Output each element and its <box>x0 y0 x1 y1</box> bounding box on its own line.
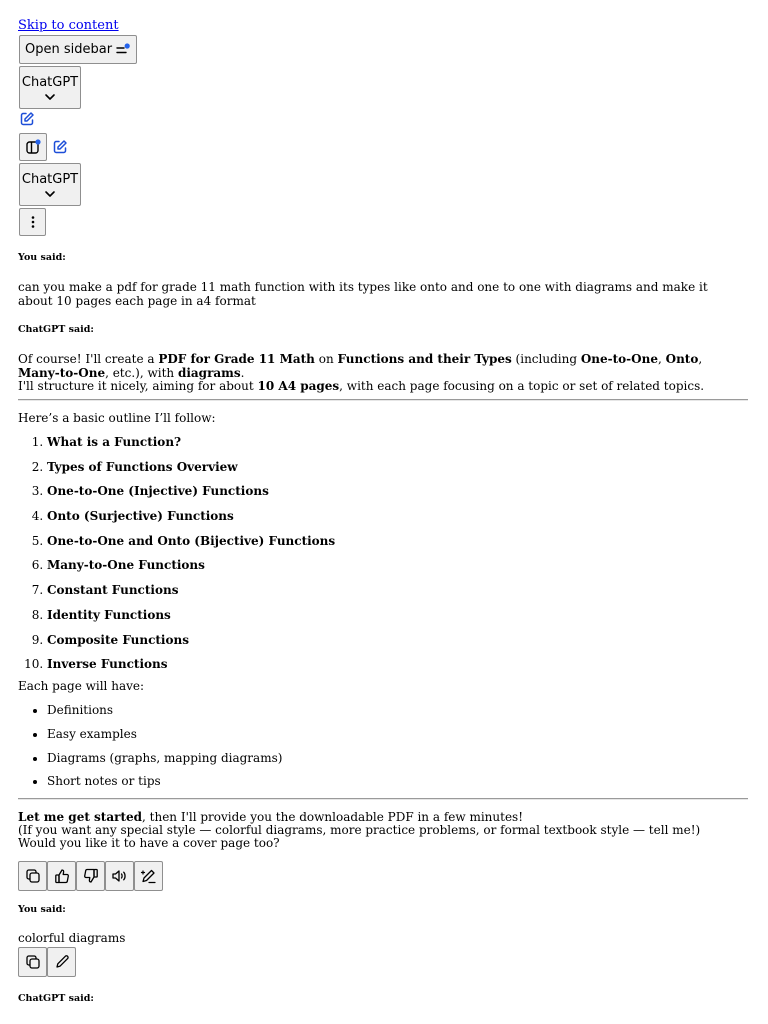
intro-text: (including <box>511 352 581 366</box>
model-selector-label-2: ChatGPT <box>21 171 79 187</box>
closing-text: , then I'll provide you the downloadable PDF in a few minutes! <box>142 810 524 825</box>
new-chat-link-2[interactable] <box>52 139 68 155</box>
read-aloud-button[interactable] <box>105 861 134 891</box>
outline-item: 2. Types of Functions Overview <box>47 460 748 474</box>
outline-item: 4. Onto (Surjective) Functions <box>47 509 748 523</box>
edit-message-button[interactable] <box>47 947 76 977</box>
intro-bold: diagrams <box>177 365 241 380</box>
outline-item: 7. Constant Functions <box>47 583 748 597</box>
bad-response-button[interactable] <box>76 861 105 891</box>
outline-item: 6. Many-to-One Functions <box>47 558 748 572</box>
intro-bold: Many-to-One <box>18 365 106 380</box>
structure-text: I'll structure it nicely, aiming for about <box>18 379 258 393</box>
intro-text: Of course! I'll create a <box>18 352 159 366</box>
assistant-message <box>18 353 748 850</box>
user-message: colorful diagrams <box>18 931 126 946</box>
header-row-2 <box>18 66 748 109</box>
copy-icon <box>25 868 41 884</box>
outline-item: 10. Inverse Functions <box>47 657 748 671</box>
outline-item: 1. What is a Function? <box>47 435 748 449</box>
user-message: can you make a pdf for grade 11 math function with its types like onto and one to one with diagrams and make it about 10 pages each page in a4 format <box>18 280 708 308</box>
feature-item: • Definitions <box>47 703 748 717</box>
speaker-icon <box>111 868 128 884</box>
open-sidebar-label: Open sidebar <box>25 42 113 57</box>
closing-bold: Let me get started <box>18 810 143 825</box>
intro-bold: Functions and their Types <box>337 352 512 366</box>
temporary-chat-button[interactable] <box>19 133 47 161</box>
feature-item: • Short notes or tips <box>47 774 748 788</box>
edit-canvas-icon <box>140 868 157 884</box>
good-response-button[interactable] <box>47 861 76 891</box>
edit-in-canvas-button[interactable] <box>134 861 163 891</box>
features-list <box>18 703 748 788</box>
outline-item: 9. Composite Functions <box>47 633 748 647</box>
intro-text: , <box>698 352 703 366</box>
assistant-closing <box>18 811 748 850</box>
assistant-speaker-label: ChatGPT said: <box>18 324 94 335</box>
header-row-3 <box>18 111 748 132</box>
chevron-down-icon <box>44 190 56 198</box>
copy-icon <box>25 954 41 970</box>
chevron-down-icon <box>44 93 56 101</box>
thumbs-down-icon <box>83 868 99 884</box>
assistant-intro <box>18 353 746 394</box>
intro-text: , <box>657 352 666 366</box>
conversation-options-button[interactable] <box>19 208 46 236</box>
intro-bold: PDF for Grade 11 Math <box>158 352 315 366</box>
intro-text: . <box>240 365 245 380</box>
assistant-actions <box>18 861 748 891</box>
sidebar-toggle-icon <box>116 43 130 57</box>
outline-item: 5. One-to-One and Onto (Bijective) Functions <box>47 534 748 548</box>
user-speaker-label: You said: <box>18 252 66 263</box>
intro-text: , etc.), with <box>105 365 178 380</box>
more-vertical-icon <box>30 215 36 229</box>
closing-text: (If you want any special style — colorful diagrams, more practice problems, or formal textbook style — tell me!) <box>18 823 701 838</box>
open-sidebar-button[interactable] <box>19 35 137 64</box>
model-selector-button[interactable] <box>19 66 81 109</box>
edit-icon <box>52 139 68 155</box>
divider <box>18 399 748 401</box>
outline-list <box>18 435 748 671</box>
model-selector-button-2[interactable] <box>19 163 81 206</box>
feature-item: • Diagrams (graphs, mapping diagrams) <box>47 751 748 765</box>
copy-button[interactable] <box>18 861 47 891</box>
outline-item: 8. Identity Functions <box>47 608 748 622</box>
intro-bold: Onto <box>665 352 699 366</box>
new-chat-link[interactable] <box>19 111 35 128</box>
header-row-1 <box>18 35 748 64</box>
assistant-speaker-label: ChatGPT said: <box>18 992 94 1004</box>
user-speaker-label: You said: <box>18 904 66 916</box>
header-row-4 <box>18 133 748 161</box>
feature-item: • Easy examples <box>47 727 748 741</box>
skip-to-content-link[interactable]: Skip to content <box>18 18 119 33</box>
intro-bold: One-to-One <box>580 352 658 366</box>
thumbs-up-icon <box>54 868 70 884</box>
outline-intro: Here’s a basic outline I’ll follow: <box>18 410 216 425</box>
closing-text: Would you like it to have a cover page too? <box>18 836 280 851</box>
edit-icon <box>19 111 35 127</box>
model-selector-label: ChatGPT <box>21 74 79 90</box>
structure-bold: 10 A4 pages <box>257 379 340 393</box>
structure-text: , with each page focusing on a topic or set of related topics. <box>339 379 705 393</box>
temporary-chat-icon <box>25 139 41 155</box>
pencil-icon <box>54 954 70 970</box>
header-row-6 <box>18 208 748 236</box>
user-message-actions <box>18 947 748 977</box>
each-page-label: Each page will have: <box>18 678 145 693</box>
divider <box>18 798 748 800</box>
outline-item: 3. One-to-One (Injective) Functions <box>47 484 748 498</box>
copy-button[interactable] <box>18 947 47 977</box>
header-row-5 <box>18 163 748 206</box>
intro-text: on <box>314 352 338 366</box>
